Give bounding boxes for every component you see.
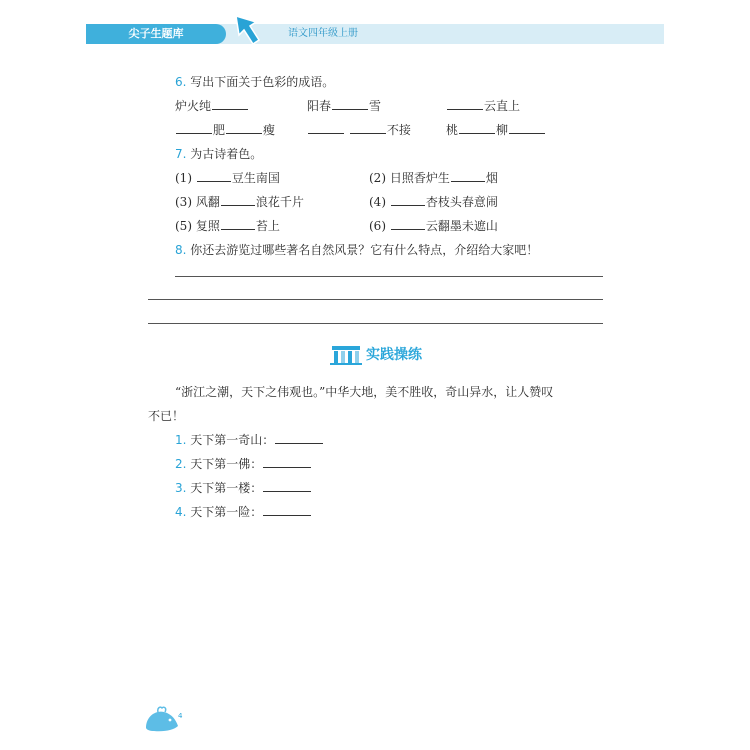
practice-item-number: 1. xyxy=(175,433,187,447)
q7-heading xyxy=(175,146,262,162)
q6-text: 雪 xyxy=(369,99,382,113)
q7-number: 7. xyxy=(175,147,187,161)
practice-item-4 xyxy=(175,504,312,520)
q7-prompt: 为古诗着色。 xyxy=(190,147,263,161)
q6-text: 柳 xyxy=(496,123,509,137)
q7-item-number: (5) xyxy=(175,219,192,233)
q6-text: 不接 xyxy=(386,123,411,137)
practice-paragraph-line2: 不已！ xyxy=(148,409,185,423)
practice-item-1 xyxy=(175,432,324,448)
practice-title: 实践操练 xyxy=(366,347,422,363)
q7-item-text: 浪花千片 xyxy=(255,195,304,209)
q7-item-text: 日照香炉生 xyxy=(389,171,450,185)
answer-blank[interactable] xyxy=(308,122,344,134)
q7-item-text: 豆生南国 xyxy=(231,171,280,185)
answer-blank[interactable] xyxy=(275,432,323,444)
practice-item-text: 天下第一奇山： xyxy=(190,433,275,447)
q6-row1-item1 xyxy=(175,98,249,114)
q6-number: 6. xyxy=(175,75,187,89)
answer-blank[interactable] xyxy=(509,122,545,134)
series-title: 尖子生题库 xyxy=(128,27,184,40)
practice-item-number: 2. xyxy=(175,457,187,471)
whale-icon xyxy=(144,706,183,732)
q6-row2-item1 xyxy=(175,122,275,138)
q6-row2-item3 xyxy=(446,122,546,138)
page-number: 4 xyxy=(178,712,183,720)
answer-line[interactable] xyxy=(148,323,603,324)
practice-item-text: 天下第一险： xyxy=(190,505,263,519)
practice-section-icon xyxy=(330,342,362,366)
answer-blank[interactable] xyxy=(221,194,255,206)
practice-item-3 xyxy=(175,480,312,496)
answer-line[interactable] xyxy=(175,276,603,277)
answer-blank[interactable] xyxy=(197,170,231,182)
q7-item-4 xyxy=(369,194,498,210)
q7-item-text: 风翻 xyxy=(195,195,220,209)
q6-text: 瘦 xyxy=(263,123,276,137)
arrow-up-left-icon xyxy=(232,14,260,46)
q7-item-text: 苔上 xyxy=(255,219,280,233)
q7-item-3 xyxy=(175,194,304,210)
answer-blank[interactable] xyxy=(263,456,311,468)
practice-item-text: 天下第一楼： xyxy=(190,481,263,495)
q6-text: 肥 xyxy=(213,123,226,137)
book-title: 语文四年级上册 xyxy=(288,28,358,39)
answer-blank[interactable] xyxy=(263,504,311,516)
q7-item-text: 复照 xyxy=(195,219,220,233)
q6-row1-item3 xyxy=(446,98,520,114)
answer-blank[interactable] xyxy=(451,170,485,182)
q8-prompt: 你还去游览过哪些著名自然风景？它有什么特点，介绍给大家吧！ xyxy=(190,243,539,257)
practice-paragraph-line1: “浙江之潮，天下之伟观也。”中华大地，美不胜收，奇山异水，让人赞叹 xyxy=(175,385,554,399)
q6-row2-item2 xyxy=(307,122,411,138)
q6-row1-item2 xyxy=(307,98,381,114)
answer-blank[interactable] xyxy=(226,122,262,134)
practice-item-number: 3. xyxy=(175,481,187,495)
q7-item-number: (3) xyxy=(175,195,192,209)
q7-item-text: 杏枝头春意闹 xyxy=(425,195,498,209)
answer-blank[interactable] xyxy=(459,122,495,134)
q7-item-5 xyxy=(175,218,280,234)
q7-item-2 xyxy=(369,170,498,186)
q6-text: 阳春 xyxy=(307,99,332,113)
answer-blank[interactable] xyxy=(447,98,483,110)
q7-item-1 xyxy=(175,170,280,186)
answer-blank[interactable] xyxy=(176,122,212,134)
practice-item-2 xyxy=(175,456,312,472)
answer-blank[interactable] xyxy=(212,98,248,110)
answer-blank[interactable] xyxy=(332,98,368,110)
answer-blank[interactable] xyxy=(391,218,425,230)
q8-number: 8. xyxy=(175,243,187,257)
q6-text: 炉火纯 xyxy=(175,99,212,113)
answer-blank[interactable] xyxy=(391,194,425,206)
answer-blank[interactable] xyxy=(221,218,255,230)
q7-item-text: 云翻墨未遮山 xyxy=(425,219,498,233)
answer-blank[interactable] xyxy=(263,480,311,492)
q6-text: 桃 xyxy=(446,123,459,137)
q7-item-number: (6) xyxy=(369,219,386,233)
q6-heading xyxy=(175,74,334,90)
q7-item-number: (4) xyxy=(369,195,386,209)
q7-item-text: 烟 xyxy=(485,171,498,185)
q6-text: 云直上 xyxy=(484,99,521,113)
answer-line[interactable] xyxy=(148,299,603,300)
q7-item-number: (1) xyxy=(175,171,192,185)
practice-item-number: 4. xyxy=(175,505,187,519)
practice-item-text: 天下第一佛： xyxy=(190,457,263,471)
answer-blank[interactable] xyxy=(350,122,386,134)
q8-heading xyxy=(175,242,538,258)
q7-item-6 xyxy=(369,218,498,234)
q6-prompt: 写出下面关于色彩的成语。 xyxy=(190,75,335,89)
q7-item-number: (2) xyxy=(369,171,386,185)
